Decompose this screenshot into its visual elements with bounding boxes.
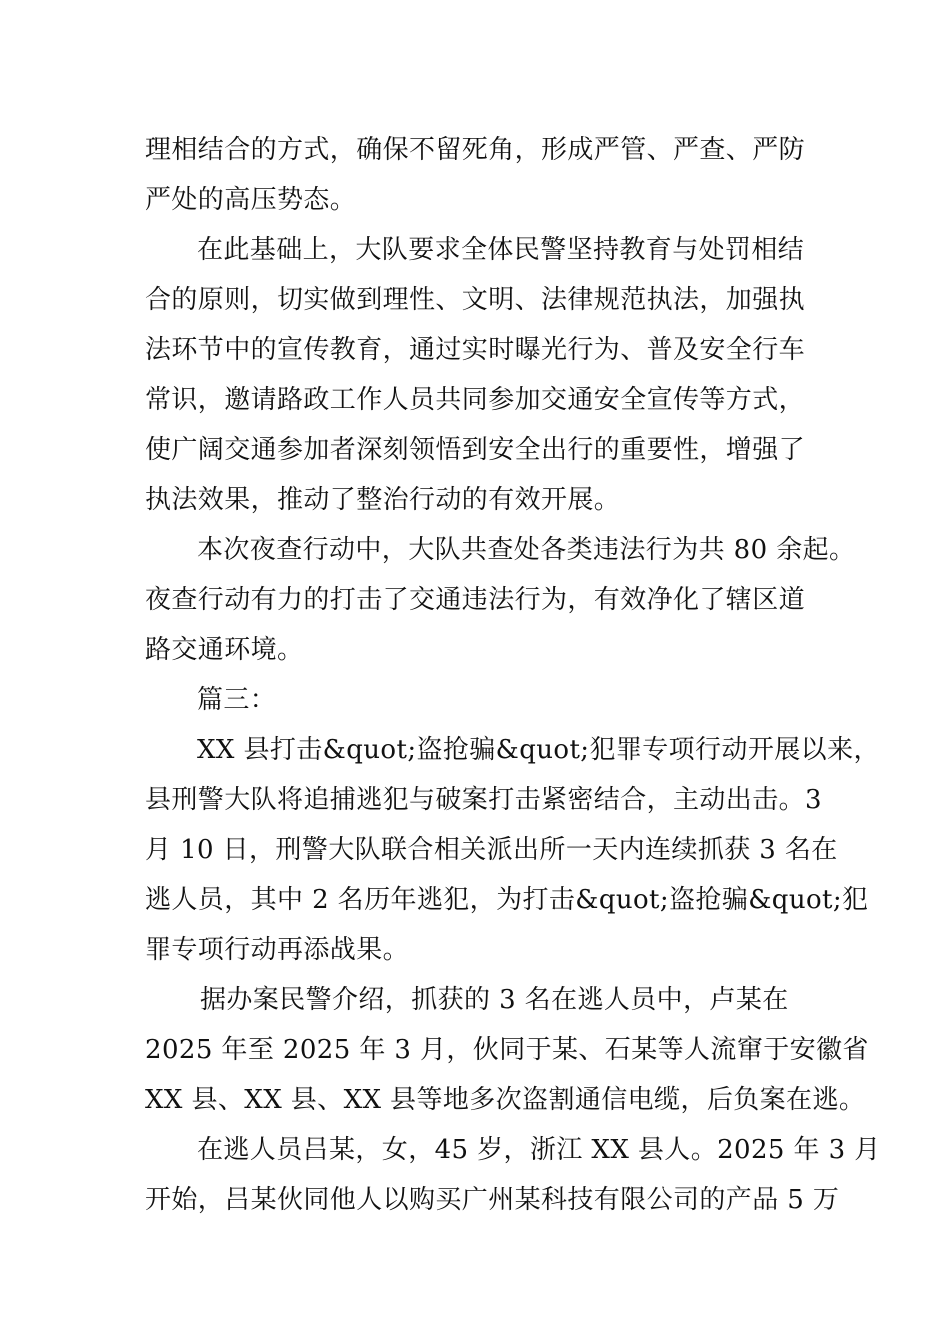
text-line: 合的原则，切实做到理性、文明、法律规范执法，加强执: [145, 285, 806, 315]
text-line: 县刑警大队将追捕逃犯与破案打击紧密结合，主动出击。3: [145, 785, 822, 815]
text-line: 罪专项行动再添战果。: [145, 935, 410, 965]
text-line: 开始，吕某伙同他人以购买广州某科技有限公司的产品 5 万: [145, 1185, 840, 1215]
text-line: XX 县、XX 县、XX 县等地多次盗割通信电缆，后负案在逃。: [145, 1085, 866, 1115]
text-line: 夜查行动有力的打击了交通违法行为，有效净化了辖区道: [145, 585, 806, 615]
text-line: 常识，邀请路政工作人员共同参加交通安全宣传等方式，: [145, 385, 806, 415]
paragraph-start: 在此基础上，大队要求全体民警坚持教育与处罚相结: [197, 235, 805, 265]
paragraph-start: XX 县打击&quot;盗抢骗&quot;犯罪专项行动开展以来，: [197, 735, 880, 765]
text-line: 法环节中的宣传教育，通过实时曝光行为、普及安全行车: [145, 335, 806, 365]
text-line: 逃人员，其中 2 名历年逃犯，为打击&quot;盗抢骗&quot;犯: [145, 885, 869, 915]
text-line: 执法效果，推动了整治行动的有效开展。: [145, 485, 621, 515]
text-line: 2025 年至 2025 年 3 月，伙同于某、石某等人流窜于安徽省: [145, 1035, 869, 1065]
paragraph-start: 据办案民警介绍，抓获的 3 名在逃人员中，卢某在: [200, 985, 789, 1015]
text-line: 月 10 日，刑警大队联合相关派出所一天内连续抓获 3 名在: [145, 835, 838, 865]
text-line: 使广阔交通参加者深刻领悟到安全出行的重要性，增强了: [145, 435, 806, 465]
paragraph-start: 本次夜查行动中，大队共查处各类违法行为共 80 余起。: [197, 535, 856, 565]
section-heading: 篇三：: [197, 685, 277, 715]
text-line: 严处的高压势态。: [145, 185, 357, 215]
text-line: 理相结合的方式，确保不留死角，形成严管、严查、严防: [145, 135, 806, 165]
paragraph-start: 在逃人员吕某，女，45 岁，浙江 XX 县人。2025 年 3 月: [197, 1135, 881, 1165]
text-line: 路交通环境。: [145, 635, 304, 665]
